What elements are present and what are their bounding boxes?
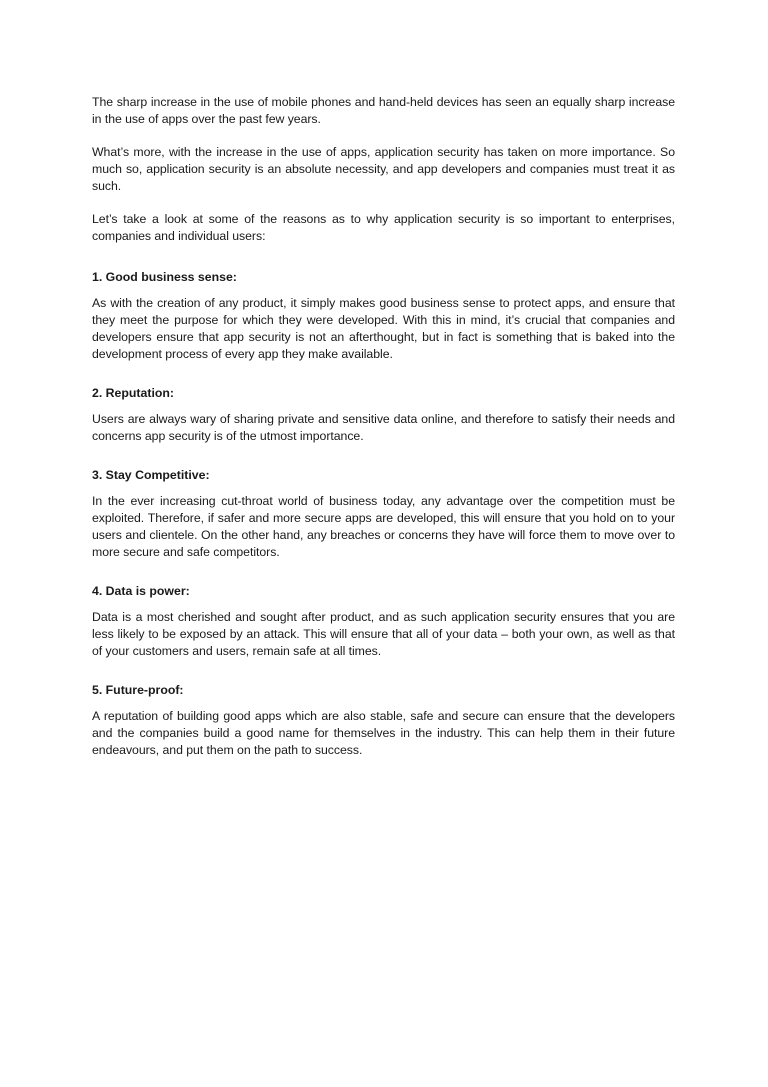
- section-reputation: [92, 385, 675, 445]
- section-body: As with the creation of any product, it simply makes good business sense to protect apps, and ensure that they meet the purpose for which they were developed. With this in mind, it’s crucial that companies and developers ensure that app security is not an afterthought, but in fact is something that is baked into the development process of every app they make available.: [92, 296, 675, 361]
- section-heading: 3. Stay Competitive:: [92, 468, 210, 482]
- section-stay-competitive: [92, 467, 675, 561]
- section-body: A reputation of building good apps which are also stable, safe and secure can ensure that the developers and the companies build a good name for themselves in the industry. This can help them in their future endeavours, and put them on the path to success.: [92, 709, 675, 757]
- section-heading: 2. Reputation:: [92, 386, 174, 400]
- section-body: In the ever increasing cut-throat world of business today, any advantage over the competition must be exploited. Therefore, if safer and more secure apps are developed, this will ensure that you hold on to your users and clientele. On the other hand, any breaches or concerns they have will force them to move over to more secure and safe competitors.: [92, 494, 675, 559]
- intro-paragraph: What’s more, with the increase in the use of apps, application security has taken on more importance. So much so, application security is an absolute necessity, and app developers and companies must treat it as such.: [92, 145, 675, 193]
- section-heading: 4. Data is power:: [92, 584, 190, 598]
- section-good-business-sense: [92, 269, 675, 363]
- document-page: [92, 94, 675, 759]
- section-body: Data is a most cherished and sought after product, and as such application security ensures that you are less likely to be exposed by an attack. This will ensure that all of your data – both your own, as well as that of your customers and users, remain safe at all times.: [92, 610, 675, 658]
- section-heading: 1. Good business sense:: [92, 270, 237, 284]
- section-body: Users are always wary of sharing private and sensitive data online, and therefore to satisfy their needs and concerns app security is of the utmost importance.: [92, 412, 675, 443]
- intro-paragraph: Let’s take a look at some of the reasons as to why application security is so important to enterprises, companies and individual users:: [92, 212, 675, 243]
- section-data-is-power: [92, 583, 675, 660]
- intro-paragraph: The sharp increase in the use of mobile phones and hand-held devices has seen an equally sharp increase in the use of apps over the past few years.: [92, 95, 675, 126]
- section-future-proof: [92, 682, 675, 759]
- section-heading: 5. Future-proof:: [92, 683, 184, 697]
